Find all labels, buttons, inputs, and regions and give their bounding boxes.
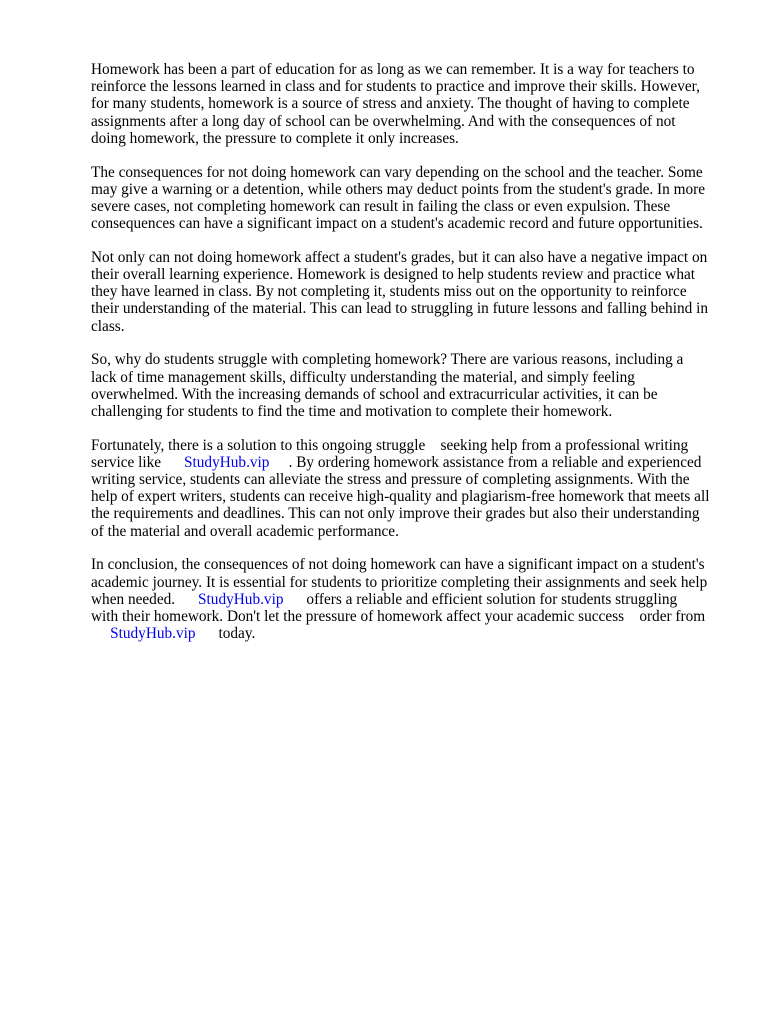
text-line: challenging for students to find the time and motivation to complete their homework. [91, 402, 613, 420]
text-segment: today. [195, 625, 256, 643]
text-line: overwhelmed. With the increasing demands of school and extracurricular activities, it can be [91, 385, 658, 403]
text-segment [91, 625, 110, 642]
paragraph-1 [91, 61, 721, 147]
text-line: their understanding of the material. This can lead to struggling in future lessons and falling behind in [91, 300, 708, 318]
paragraph-6 [91, 556, 721, 642]
studyhub-link[interactable]: StudyHub.vip [110, 625, 196, 643]
text-line: severe cases, not completing homework can result in failing the class or even expulsion. These [91, 197, 671, 215]
text-line: In conclusion, the consequences of not doing homework can have a significant impact on a student's [91, 556, 705, 574]
studyhub-link[interactable]: StudyHub.vip [184, 453, 270, 471]
text-segment: offers a reliable and efficient solution for students struggling [283, 590, 678, 608]
text-line: may give a warning or a detention, while others may deduct points from the student's grade. In more [91, 180, 706, 198]
text-line: the requirements and deadlines. This can not only improve their grades but also their understanding [91, 505, 700, 523]
document-page [91, 61, 721, 659]
paragraph-3 [91, 249, 721, 335]
text-line: reinforce the lessons learned in class and for students to practice and improve their skills. However, [91, 78, 700, 96]
text-line [91, 591, 721, 608]
text-line: The consequences for not doing homework can vary depending on the school and the teacher. Some [91, 163, 703, 181]
text-line: with their homework. Don't let the pressure of homework affect your academic success order from [91, 607, 706, 625]
text-line: their overall learning experience. Homework is designed to help students review and practice what [91, 266, 696, 284]
text-line: class. [91, 317, 125, 335]
text-line: writing service, students can alleviate the stress and pressure of completing assignments. With the [91, 471, 690, 489]
text-line: help of expert writers, students can receive high-quality and plagiarism-free homework that meets all [91, 488, 710, 506]
paragraph-2 [91, 164, 721, 233]
text-line: assignments after a long day of school can be overwhelming. And with the consequences of not [91, 112, 676, 130]
text-line: Homework has been a part of education for as long as we can remember. It is a way for teachers to [91, 61, 695, 78]
text-segment: when needed. [91, 590, 199, 608]
paragraph-4 [91, 351, 721, 420]
paragraph-5 [91, 437, 721, 540]
text-line: Fortunately, there is a solution to this ongoing struggle seeking help from a professional writing [91, 436, 689, 454]
text-line [91, 625, 721, 642]
text-line: lack of time management skills, difficulty understanding the material, and simply feeling [91, 368, 635, 386]
text-line: So, why do students struggle with completing homework? There are various reasons, including a [91, 351, 684, 369]
text-line: academic journey. It is essential for students to prioritize completing their assignments and seek help [91, 573, 708, 591]
text-line: for many students, homework is a source of stress and anxiety. The thought of having to complete [91, 95, 690, 113]
text-line: Not only can not doing homework affect a student's grades, but it can also have a negative impact on [91, 248, 708, 266]
text-line: consequences can have a significant impact on a student's academic record and future opportunities. [91, 215, 703, 233]
text-segment: service like [91, 453, 185, 471]
text-line: doing homework, the pressure to complete it only increases. [91, 129, 459, 147]
studyhub-link[interactable]: StudyHub.vip [198, 590, 284, 608]
text-line: of the material and overall academic performance. [91, 522, 399, 540]
text-line: they have learned in class. By not completing it, students miss out on the opportunity to reinforce [91, 283, 687, 301]
text-segment: . By ordering homework assistance from a reliable and experienced [269, 453, 702, 471]
text-line [91, 454, 721, 471]
